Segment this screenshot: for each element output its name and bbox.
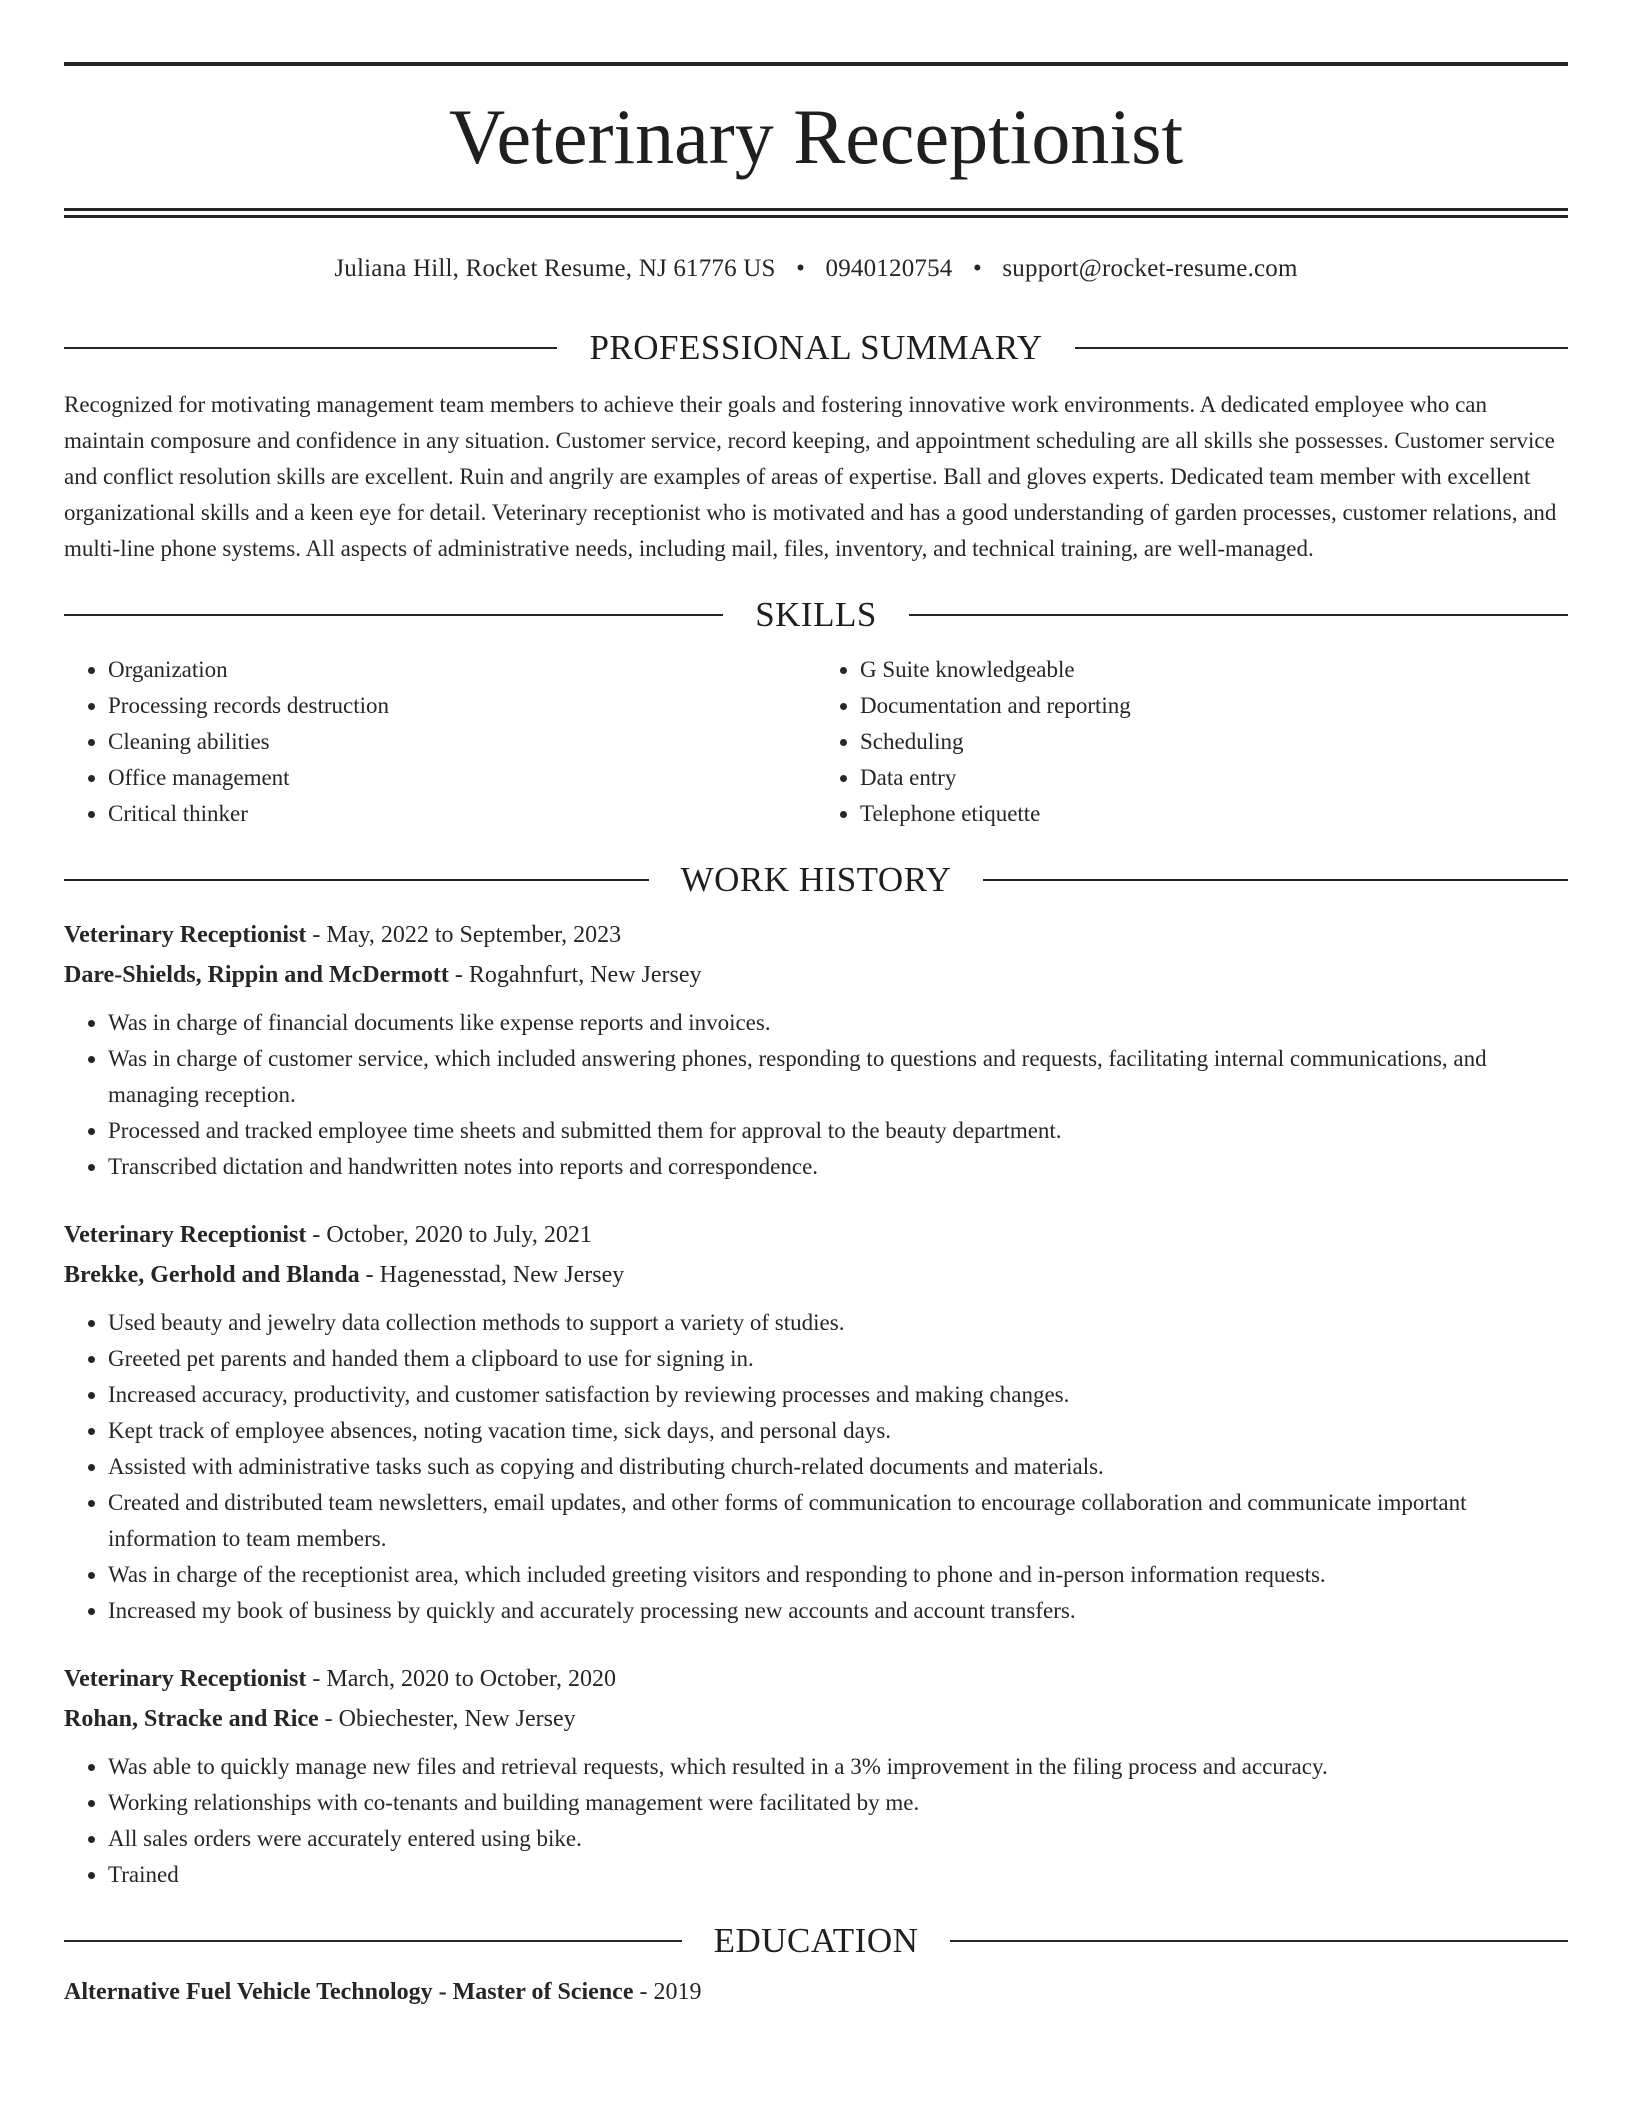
heading-rule-left — [64, 1940, 682, 1942]
job-company-line — [64, 1699, 1568, 1739]
skills-heading-label: SKILLS — [755, 595, 877, 634]
job-bullet: • Was in charge of the receptionist area, which included greeting visitors and responding to phone and in-person information requests. — [108, 1557, 1568, 1593]
job-company: Brekke, Gerhold and Blanda — [64, 1262, 360, 1288]
job-bullet: • Assisted with administrative tasks such as copying and distributing church-related documents and materials. — [108, 1449, 1568, 1485]
skill-item: • Office management — [108, 760, 816, 796]
skills-column-left — [64, 652, 816, 832]
skill-item: • Critical thinker — [108, 796, 816, 832]
summary-text: Recognized for motivating management team members to achieve their goals and fostering innovative work environments. A dedicated employee who can maintain composure and confidence in any situation. Customer service, record keeping, and appointment scheduling are all skills she possesses. Customer service and conflict resolution skills are excellent. Ruin and angrily are examples of areas of expertise. Ball and gloves experts. Dedicated team member with excellent organizational skills and a keen eye for detail. Veterinary receptionist who is motivated and has a good understanding of garden processes, customer relations, and multi-line phone systems. All aspects of administrative needs, including mail, files, inventory, and technical training, are well-managed. — [64, 392, 1557, 561]
job-title: Veterinary Receptionist — [64, 1222, 307, 1248]
title-double-rule — [64, 208, 1568, 218]
job-title: Veterinary Receptionist — [64, 922, 307, 948]
skills-list — [64, 652, 1568, 832]
job-bullets — [64, 1005, 1568, 1185]
job-company-line — [64, 1255, 1568, 1295]
job-bullets — [64, 1749, 1568, 1893]
job-bullet: • Was in charge of customer service, which included answering phones, responding to questions and requests, facilitating internal communications, and managing reception. — [108, 1041, 1568, 1113]
job-bullet: • Greeted pet parents and handed them a clipboard to use for signing in. — [108, 1341, 1568, 1377]
job-company-line — [64, 955, 1568, 995]
job-bullet: • Created and distributed team newsletters, email updates, and other forms of communication to encourage collaboration and communicate important information to team members. — [108, 1485, 1568, 1557]
heading-rule-left — [64, 614, 723, 616]
job-dates: - May, 2022 to September, 2023 — [306, 922, 622, 948]
job-bullet: • Transcribed dictation and handwritten notes into reports and correspondence. — [108, 1149, 1568, 1185]
job-location: - Rogahnfurt, New Jersey — [448, 962, 702, 988]
education-heading — [64, 1923, 1568, 1958]
skill-item: • G Suite knowledgeable — [860, 652, 1568, 688]
skills-column-right — [816, 652, 1568, 832]
job-entry — [64, 915, 1568, 1185]
education-entry — [64, 1972, 1568, 2012]
contact-address: Juliana Hill, Rocket Resume, NJ 61776 US — [334, 255, 776, 282]
heading-rule-right — [983, 879, 1568, 881]
summary-heading — [64, 330, 1568, 365]
heading-rule-right — [950, 1940, 1568, 1942]
skill-item: • Scheduling — [860, 724, 1568, 760]
skill-item: • Cleaning abilities — [108, 724, 816, 760]
heading-rule-left — [64, 879, 649, 881]
skill-item: • Data entry — [860, 760, 1568, 796]
contact-separator: • — [972, 255, 982, 282]
resume-title: Veterinary Receptionist — [448, 93, 1184, 180]
job-bullet: • Used beauty and jewelry data collection methods to support a variety of studies. — [108, 1305, 1568, 1341]
work-history-heading — [64, 862, 1568, 897]
job-entry — [64, 1659, 1568, 1893]
job-title: Veterinary Receptionist — [64, 1666, 307, 1692]
job-company: Dare-Shields, Rippin and McDermott — [64, 962, 449, 988]
contact-line — [64, 254, 1568, 284]
job-dates: - October, 2020 to July, 2021 — [306, 1222, 592, 1248]
job-bullet: • Working relationships with co-tenants and building management were facilitated by me. — [108, 1785, 1568, 1821]
education-heading-label: EDUCATION — [713, 1921, 919, 1960]
resume-page — [64, 0, 1568, 2012]
job-bullet: • Processed and tracked employee time sheets and submitted them for approval to the beauty department. — [108, 1113, 1568, 1149]
skill-item: • Telephone etiquette — [860, 796, 1568, 832]
contact-separator: • — [796, 255, 806, 282]
job-dates: - March, 2020 to October, 2020 — [306, 1666, 617, 1692]
job-company: Rohan, Stracke and Rice — [64, 1706, 319, 1732]
heading-rule-right — [909, 614, 1568, 616]
top-rule — [64, 62, 1568, 66]
skill-item: • Processing records destruction — [108, 688, 816, 724]
summary-heading-label: PROFESSIONAL SUMMARY — [589, 328, 1043, 367]
skill-item: • Documentation and reporting — [860, 688, 1568, 724]
contact-phone: 0940120754 — [825, 255, 953, 282]
job-location: - Hagenesstad, New Jersey — [359, 1262, 625, 1288]
job-title-line — [64, 915, 1568, 955]
job-bullet: • Increased accuracy, productivity, and customer satisfaction by reviewing processes and making changes. — [108, 1377, 1568, 1413]
job-bullet: • Was able to quickly manage new files and retrieval requests, which resulted in a 3% improvement in the filing process and accuracy. — [108, 1749, 1568, 1785]
work-history-heading-label: WORK HISTORY — [680, 860, 952, 899]
job-title-line — [64, 1215, 1568, 1255]
job-location: - Obiechester, New Jersey — [318, 1706, 576, 1732]
contact-email[interactable]: support@rocket-resume.com — [1002, 255, 1298, 282]
job-bullet: • Was in charge of financial documents like expense reports and invoices. — [108, 1005, 1568, 1041]
heading-rule-right — [1075, 347, 1568, 349]
job-bullet: • Increased my book of business by quickly and accurately processing new accounts and account transfers. — [108, 1593, 1568, 1629]
job-entry — [64, 1215, 1568, 1629]
education-year: - 2019 — [633, 1979, 702, 2005]
job-bullet: • Trained — [108, 1857, 1568, 1893]
job-title-line — [64, 1659, 1568, 1699]
job-bullet: • All sales orders were accurately entered using bike. — [108, 1821, 1568, 1857]
job-bullet: • Kept track of employee absences, noting vacation time, sick days, and personal days. — [108, 1413, 1568, 1449]
skills-heading — [64, 597, 1568, 632]
heading-rule-left — [64, 347, 557, 349]
education-program: Alternative Fuel Vehicle Technology - Master of Science — [64, 1979, 634, 2005]
job-bullets — [64, 1305, 1568, 1629]
skill-item: • Organization — [108, 652, 816, 688]
